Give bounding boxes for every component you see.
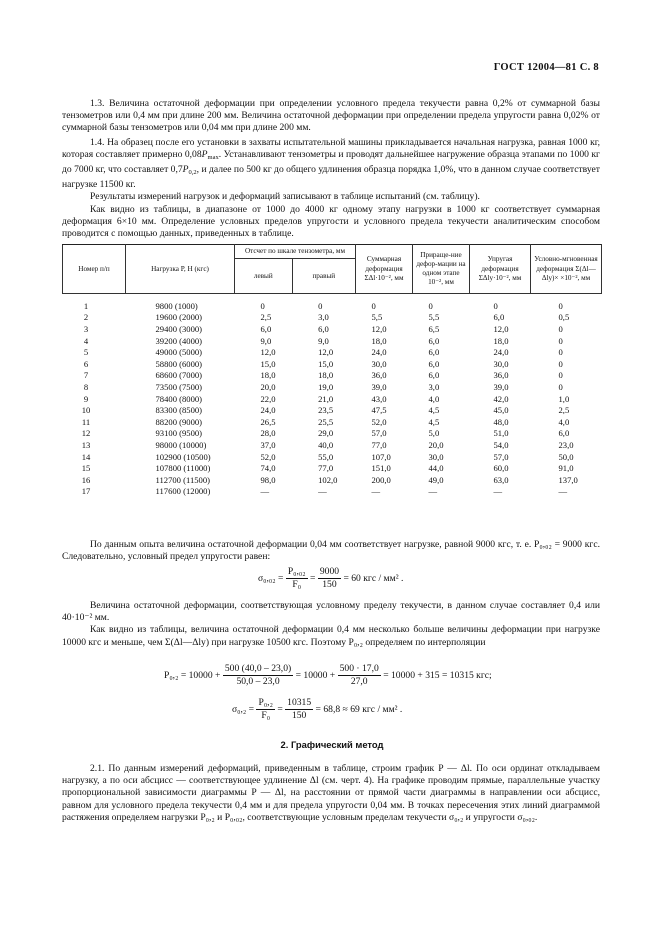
cell-residual: 0 [558, 300, 563, 311]
cell-right: 25,5 [318, 416, 334, 427]
cell-num: 15 [81, 463, 91, 474]
cell-elastic: 57,0 [493, 451, 509, 462]
paragraph-after-table: По данным опыта величина остаточной деформации 0,04 мм соответствует нагрузке, равной 9000 кгс, т. е. P₀,₀₂ = 9000 кгс. Следовательно, условный предел упругости равен: [62, 539, 600, 563]
cell-num: 3 [83, 324, 89, 335]
cell-increment: 6,0 [428, 358, 440, 369]
table-row [63, 474, 602, 486]
header-right: правый [292, 259, 355, 294]
body-text-yield [62, 600, 600, 649]
cell-elastic: 60,0 [493, 463, 509, 474]
cell-residual: 0,5 [558, 312, 570, 323]
cell-elastic: 6,0 [493, 312, 505, 323]
table-row [63, 486, 602, 498]
cell-sum: 200,0 [371, 474, 391, 485]
body-text-bottom [62, 763, 600, 824]
header-gauge: Отсчет по шкале тензометра, мм [235, 245, 356, 259]
cell-right: 3,0 [318, 312, 329, 323]
header-increment: Прираще-ние дефор-мации на одном этапе 10⁻², мм [413, 245, 470, 294]
cell-left: 24,0 [260, 405, 276, 416]
cell-left: 98,0 [260, 474, 276, 485]
cell-elastic: 51,0 [493, 428, 509, 439]
cell-increment: 44,0 [428, 463, 444, 474]
header-residual: Условно-мгновенная деформация Σ(Δl—Δlу)× ×10⁻², мм [531, 245, 602, 294]
cell-increment: 6,5 [428, 324, 440, 335]
paragraph-results: Результаты измерений нагрузок и деформаций записывают в таблице испытаний (см. таблицу). [90, 191, 480, 203]
table-row [63, 393, 602, 405]
cell-sum: 36,0 [371, 370, 387, 381]
formula-elastic-limit: σ₀,₀₂ = $\frac{\text{P₀,₀₂}}{\text{F₀}}$ = $\frac{9000}{150}$ = 60 кгс / мм² . [258, 566, 404, 591]
formula-yield-limit: σ₀,₂ = $\frac{\text{P₀,₂}}{\text{F₀}}$ = $\frac{10315}{150}$ = 68,8 ≈ 69 кгс / мм² . [232, 697, 403, 722]
cell-right: 55,0 [318, 451, 334, 462]
cell-left: 74,0 [260, 463, 276, 474]
cell-right: 21,0 [318, 393, 334, 404]
page-header: ГОСТ 12004—81 С. 8 [493, 62, 599, 73]
cell-increment: 6,0 [428, 370, 440, 381]
paragraph-1-3: 1.3. Величина остаточной деформации при определении условного предела текучести равна 0,2% от суммарной базы тензометров или 0,4 мм при длине 200 мм. Величина остаточной деформации при определении предела упругости равна 0,02% от суммарной базы тензометров или 0,04 мм при длине 200 мм. [62, 98, 600, 134]
cell-residual: 4,0 [558, 416, 570, 427]
cell-sum: 77,0 [371, 440, 387, 451]
cell-num: 12 [81, 428, 91, 439]
cell-load: 68600 (7000) [155, 370, 203, 381]
paragraph-1-4: 1.4. На образец после его установки в захваты испытательной машины прикладывается начальная нагрузка, равная 1000 кг, которая составляет примерно $0,08P_{max}$. Устанавливают тензометры и проводят дальнейшее нагружение образца этапами по 1000 кг до 7000 кг, что составляет $0,7P_{0,2}$, и далее по 500 кг до общего удлинения образца порядка 1,0%, что в данном случае соответствует нагрузке 11500 кг. [62, 136, 600, 191]
cell-left: 26,5 [260, 416, 276, 427]
cell-load: 78400 (8000) [155, 393, 203, 404]
cell-num: 11 [81, 416, 91, 427]
cell-sum: 0 [371, 300, 376, 311]
cell-left: 0 [260, 300, 265, 311]
cell-sum: 43,0 [371, 393, 387, 404]
test-results-table [62, 244, 602, 497]
cell-right: — [318, 486, 327, 497]
body-text-top [62, 98, 600, 240]
cell-load: 29400 (3000) [155, 324, 203, 335]
cell-elastic: 42,0 [493, 393, 509, 404]
cell-sum: 52,0 [371, 416, 387, 427]
cell-residual: 137,0 [558, 474, 578, 485]
cell-right: 77,0 [318, 463, 334, 474]
paragraph-interpolation: Как видно из таблицы, величина остаточной деформации 0,4 мм несколько больше величины деформации при нагрузке 10000 кгс и меньше, чем Σ(Δl—Δlу) при нагрузке 10500 кгс. Поэтому P₀,₂ определяем по интерполяции [62, 624, 600, 648]
cell-elastic: 36,0 [493, 370, 509, 381]
cell-elastic: 0 [493, 300, 498, 311]
cell-residual: 2,5 [558, 405, 570, 416]
cell-num: 16 [81, 474, 91, 485]
cell-right: 18,0 [318, 370, 334, 381]
cell-num: 9 [83, 393, 89, 404]
cell-increment: — [428, 486, 438, 497]
cell-sum: — [371, 486, 381, 497]
cell-num: 14 [81, 451, 91, 462]
cell-left: 37,0 [260, 440, 276, 451]
paragraph-yield: Величина остаточной деформации, соответствующая условному пределу текучести, в данном случае составляет 0,4 или 40·10⁻² мм. [62, 600, 600, 624]
cell-residual: 0 [558, 347, 563, 358]
cell-residual: 0 [558, 370, 563, 381]
header-sum: Суммарная деформация ΣΔl·10⁻², мм [356, 245, 413, 294]
cell-right: 12,0 [318, 347, 334, 358]
cell-num: 7 [83, 370, 89, 381]
cell-increment: 49,0 [428, 474, 444, 485]
cell-sum: 151,0 [371, 463, 391, 474]
cell-load: 107800 (11000) [155, 463, 211, 474]
cell-elastic: 18,0 [493, 335, 509, 346]
cell-residual: 0 [558, 358, 563, 369]
cell-increment: 5,0 [428, 428, 440, 439]
cell-num: 6 [83, 358, 89, 369]
table-row [63, 370, 602, 382]
cell-left: 52,0 [260, 451, 276, 462]
cell-right: 19,0 [318, 382, 334, 393]
cell-residual: 6,0 [558, 428, 570, 439]
table-row [63, 416, 602, 428]
cell-left: 9,0 [260, 335, 272, 346]
cell-load: 98000 (10000) [155, 440, 207, 451]
cell-elastic: 48,0 [493, 416, 509, 427]
cell-left: 20,0 [260, 382, 276, 393]
header-num: Номер п/п [63, 245, 126, 294]
cell-elastic: 24,0 [493, 347, 509, 358]
paragraph-2-1: 2.1. По данным измерений деформаций, приведенным в таблице, строим график P — Δl. По оси ординат откладываем нагрузку, а по оси абсцисс — соответствующее удлинение Δl (см. черт. 4). На графике проводим прямые, параллельные участку пропорциональной зависимости диаграммы P — Δl, на расстоянии от прямой части диаграммы в направлении оси абсцисс, равном для условного предела текучести 0,4 мм и для предела упругости 0,04 мм. В точках пересечения этих линий диаграммой растяжения определяем нагрузки P₀,₂ и P₀,₀₂, соответствующие условным пределам текучести σ₀,₂ и упругости σ₀,₀₂. [62, 763, 600, 823]
table-row [63, 358, 602, 370]
cell-load: 19600 (2000) [155, 312, 203, 323]
cell-right: 9,0 [318, 335, 329, 346]
cell-increment: 4,5 [428, 405, 440, 416]
table-row [63, 381, 602, 393]
cell-left: 18,0 [260, 370, 276, 381]
cell-left: 2,5 [260, 312, 272, 323]
cell-load: 117600 (12000) [155, 486, 211, 497]
cell-sum: 39,0 [371, 382, 387, 393]
header-elastic: Упругая деформация ΣΔlу·10⁻², мм [470, 245, 531, 294]
cell-load: 93100 (9500) [155, 428, 203, 439]
cell-num: 17 [81, 486, 91, 497]
cell-load: 73500 (7500) [155, 382, 203, 393]
cell-elastic: 39,0 [493, 382, 509, 393]
cell-elastic: 54,0 [493, 440, 509, 451]
cell-right: 102,0 [318, 474, 338, 485]
cell-load: 102900 (10500) [155, 451, 211, 462]
cell-load: 9800 (1000) [155, 300, 198, 311]
cell-left: 22,0 [260, 393, 276, 404]
cell-sum: 30,0 [371, 358, 387, 369]
cell-load: 49000 (5000) [155, 347, 203, 358]
table-row [63, 323, 602, 335]
cell-elastic: 63,0 [493, 474, 509, 485]
cell-left: 12,0 [260, 347, 276, 358]
cell-num: 5 [83, 347, 89, 358]
table-row [63, 463, 602, 475]
cell-sum: 18,0 [371, 335, 387, 346]
cell-num: 13 [81, 440, 91, 451]
cell-load: 112700 (11500) [155, 474, 210, 485]
cell-residual: 1,0 [558, 393, 570, 404]
cell-left: 15,0 [260, 358, 276, 369]
cell-sum: 47,5 [371, 405, 387, 416]
cell-load: 88200 (9000) [155, 416, 203, 427]
cell-left: 28,0 [260, 428, 276, 439]
cell-residual: 0 [558, 335, 563, 346]
cell-sum: 107,0 [371, 451, 391, 462]
cell-load: 58800 (6000) [155, 358, 203, 369]
cell-residual: — [558, 486, 568, 497]
cell-load: 39200 (4000) [155, 335, 203, 346]
section-title: 2. Графический метод [280, 739, 384, 750]
cell-elastic: — [493, 486, 503, 497]
cell-sum: 24,0 [371, 347, 387, 358]
cell-increment: 6,0 [428, 347, 440, 358]
cell-sum: 12,0 [371, 324, 387, 335]
cell-num: 2 [83, 312, 89, 323]
cell-increment: 30,0 [428, 451, 444, 462]
cell-increment: 4,5 [428, 416, 440, 427]
cell-elastic: 45,0 [493, 405, 509, 416]
table-row [63, 451, 602, 463]
cell-elastic: 30,0 [493, 358, 509, 369]
table-row [63, 335, 602, 347]
table-row [63, 347, 602, 359]
cell-increment: 0 [428, 300, 433, 311]
table-row [63, 294, 602, 312]
cell-right: 0 [318, 300, 323, 311]
cell-elastic: 12,0 [493, 324, 509, 335]
formula-interpolation: P₀,₂ = 10000 + $\frac{500 (40,0 - 23,0)}{50,0 - 23,0}$ = 10000 + $\frac{500 \cdot 17,0}{27,0}$ = 10000 + 315 = 10315 кгс; [164, 663, 492, 688]
table-row [63, 428, 602, 440]
cell-residual: 91,0 [558, 463, 574, 474]
cell-right: 40,0 [318, 440, 334, 451]
cell-increment: 6,0 [428, 335, 440, 346]
header-load: Нагрузка P, Н (кгс) [126, 245, 235, 294]
cell-residual: 50,0 [558, 451, 574, 462]
cell-num: 10 [81, 405, 91, 416]
cell-num: 8 [83, 382, 89, 393]
cell-num: 1 [83, 300, 89, 311]
cell-increment: 4,0 [428, 393, 440, 404]
cell-residual: 23,0 [558, 440, 574, 451]
cell-right: 23,5 [318, 405, 334, 416]
cell-increment: 3,0 [428, 382, 440, 393]
table-row [63, 405, 602, 417]
cell-load: 83300 (8500) [155, 405, 203, 416]
cell-right: 15,0 [318, 358, 334, 369]
paragraph-table-intro: Как видно из таблицы, в диапазоне от 1000 до 4000 кг одному этапу нагрузки в 1000 кг соответствует суммарная деформация 6×10 мм. Определение условных пределов упругости и условного предела текучести аналитическим способом проводится с помощью данных, приведенных в таблице. [62, 203, 600, 240]
table-row [63, 312, 602, 324]
table-body [63, 294, 602, 498]
cell-left: 6,0 [260, 324, 272, 335]
cell-increment: 20,0 [428, 440, 444, 451]
cell-right: 29,0 [318, 428, 334, 439]
body-text-middle [62, 539, 600, 563]
cell-sum: 57,0 [371, 428, 387, 439]
table-row [63, 439, 602, 451]
cell-right: 6,0 [318, 324, 329, 335]
cell-increment: 5,5 [428, 312, 440, 323]
cell-residual: 0 [558, 382, 563, 393]
cell-left: — [260, 486, 270, 497]
cell-sum: 5,5 [371, 312, 383, 323]
cell-residual: 0 [558, 324, 563, 335]
header-left: левый [235, 259, 293, 294]
cell-num: 4 [83, 335, 89, 346]
